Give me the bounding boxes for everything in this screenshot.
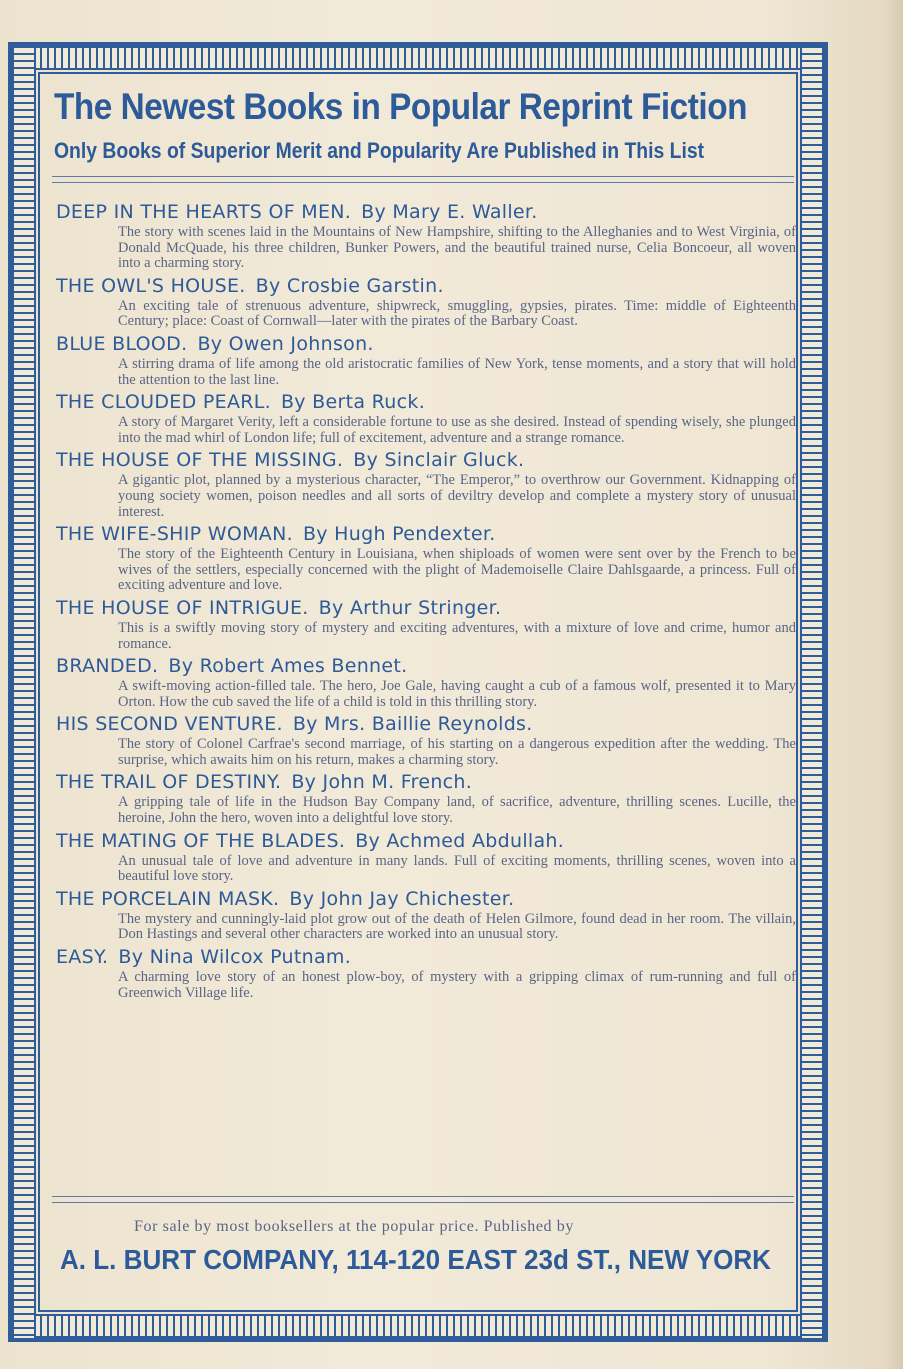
book-entry (56, 945, 796, 1001)
book-entry (56, 274, 796, 330)
book-heading (56, 829, 796, 854)
book-heading (56, 522, 796, 547)
book-heading (56, 945, 796, 970)
book-entry (56, 887, 796, 943)
book-title: THE PORCELAIN MASK. (56, 887, 280, 910)
book-heading (56, 390, 796, 415)
book-title: BRANDED. (56, 655, 159, 678)
book-author: By Hugh Pendexter. (302, 523, 496, 546)
book-author: By Berta Ruck. (280, 391, 426, 414)
book-description: A story of Margaret Verity, left a considerable fortune to use as she desired. Instead of spending wisely, she plunged into the mad whirl of London life; full of excitement, adventure and a strange romance. (118, 414, 796, 446)
book-title: THE HOUSE OF THE MISSING. (56, 449, 344, 472)
book-title: THE MATING OF THE BLADES. (56, 829, 346, 852)
book-author: By Crosbie Garstin. (255, 274, 444, 297)
book-heading (56, 200, 796, 225)
book-author: By Sinclair Gluck. (353, 449, 525, 472)
footer-rule (52, 1196, 794, 1203)
book-title: EASY. (56, 946, 109, 969)
book-heading (56, 712, 796, 737)
book-title: THE WIFE-SHIP WOMAN. (56, 523, 293, 546)
book-heading (56, 887, 796, 912)
book-title: HIS SECOND VENTURE. (56, 713, 283, 736)
border-right-pattern (800, 46, 824, 1338)
page-subtitle: Only Books of Superior Merit and Popularity Are Published in This List (54, 138, 705, 163)
border-bottom-pattern (12, 1314, 824, 1338)
book-title: THE CLOUDED PEARL. (56, 391, 271, 414)
book-heading (56, 274, 796, 299)
header-rule (52, 176, 794, 183)
book-description: The story with scenes laid in the Mountains of New Hampshire, shifting to the Alleghanies and to West Virginia, of Donald McQuade, his three children, Bunker Powers, and the beautiful trained nurse, Celia Boncoeur, all woven into a charming story. (118, 224, 796, 272)
book-author: By Nina Wilcox Putnam. (118, 946, 352, 969)
book-heading (56, 770, 796, 795)
book-entry (56, 829, 796, 885)
border-left-pattern (12, 46, 36, 1338)
book-entry (56, 770, 796, 826)
book-description: An exciting tale of strenuous adventure, shipwreck, smuggling, gypsies, pirates. Time: middle of Eighteenth Century; place: Coast of Cornwall—later with the pirates of the Barbary Coast. (118, 297, 796, 330)
book-heading (56, 448, 796, 473)
book-list (56, 200, 796, 1003)
book-heading (56, 332, 796, 357)
book-entry (56, 654, 796, 710)
book-entry (56, 200, 796, 272)
book-author: By Arthur Stringer. (318, 596, 502, 619)
book-description: This is a swiftly moving story of mystery and exciting adventures, with a mixture of love and crime, humor and romance. (118, 619, 796, 652)
book-heading (56, 596, 796, 621)
book-author: By Owen Johnson. (197, 332, 374, 355)
book-author: By Mrs. Baillie Reynolds. (292, 713, 533, 736)
book-entry (56, 712, 796, 768)
book-author: By John Jay Chichester. (289, 887, 515, 910)
book-author: By Robert Ames Bennet. (168, 655, 408, 678)
book-description: A gigantic plot, planned by a mysterious character, “The Emperor,” to overthrow our Government. Kidnapping of young society women, poison needles and all sorts of deviltry develop and complete a mystery story of unusual interest. (118, 472, 796, 520)
book-title: THE OWL'S HOUSE. (56, 274, 246, 297)
book-author: By John M. French. (291, 771, 473, 794)
book-description: A charming love story of an honest plow-boy, of mystery with a gripping climax of rum-running and full of Greenwich Village life. (118, 969, 796, 1001)
book-entry (56, 390, 796, 446)
book-entry (56, 448, 796, 520)
book-entry (56, 332, 796, 388)
book-title: BLUE BLOOD. (56, 332, 188, 355)
page-title: The Newest Books in Popular Reprint Fiction (54, 86, 747, 127)
book-description: The mystery and cunningly-laid plot grow out of the death of Helen Gilmore, found dead in her room. The villain, Don Hastings and several other characters are worked into an unusual story. (118, 910, 796, 943)
book-author: By Mary E. Waller. (361, 201, 538, 223)
publisher-line: A. L. BURT COMPANY, 114-120 EAST 23d ST., NEW YORK (60, 1244, 771, 1275)
book-title: THE HOUSE OF INTRIGUE. (56, 596, 309, 619)
book-entry (56, 596, 796, 652)
book-description: The story of Colonel Carfrae's second marriage, of his starting on a dangerous expedition after the wedding. The surprise, which awaits him on his return, makes a charming story. (118, 736, 796, 768)
book-description: A gripping tale of life in the Hudson Bay Company land, of sacrifice, adventure, thrilling scenes. Lucille, the heroine, John the hero, woven into a delightful love story. (118, 794, 796, 827)
sale-line: For sale by most booksellers at the popular price. Published by (134, 1218, 574, 1235)
book-title: THE TRAIL OF DESTINY. (56, 771, 282, 794)
book-description: The story of the Eighteenth Century in Louisiana, when shiploads of women were sent over by the French to be wives of the settlers, especially concerned with the plight of Mademoiselle Claire Dahlsgaarde, a princess. Full of exciting adventure and love. (118, 546, 796, 594)
book-description: A stirring drama of life among the old aristocratic families of New York, tense moments, and a story that will hold the attention to the last line. (118, 355, 796, 388)
book-description: A swift-moving action-filled tale. The hero, Joe Gale, having caught a cub of a famous wolf, presented it to Mary Orton. How the cub saved the life of a child is told in this thrilling story. (118, 678, 796, 710)
book-title: DEEP IN THE HEARTS OF MEN. (56, 201, 352, 223)
book-entry (56, 522, 796, 594)
border-top-pattern (12, 46, 824, 70)
book-heading (56, 654, 796, 679)
spine-edge (881, 0, 903, 1369)
book-description: An unusual tale of love and adventure in many lands. Full of exciting moments, thrilling scenes, woven into a beautiful love story. (118, 852, 796, 885)
book-author: By Achmed Abdullah. (355, 829, 565, 852)
